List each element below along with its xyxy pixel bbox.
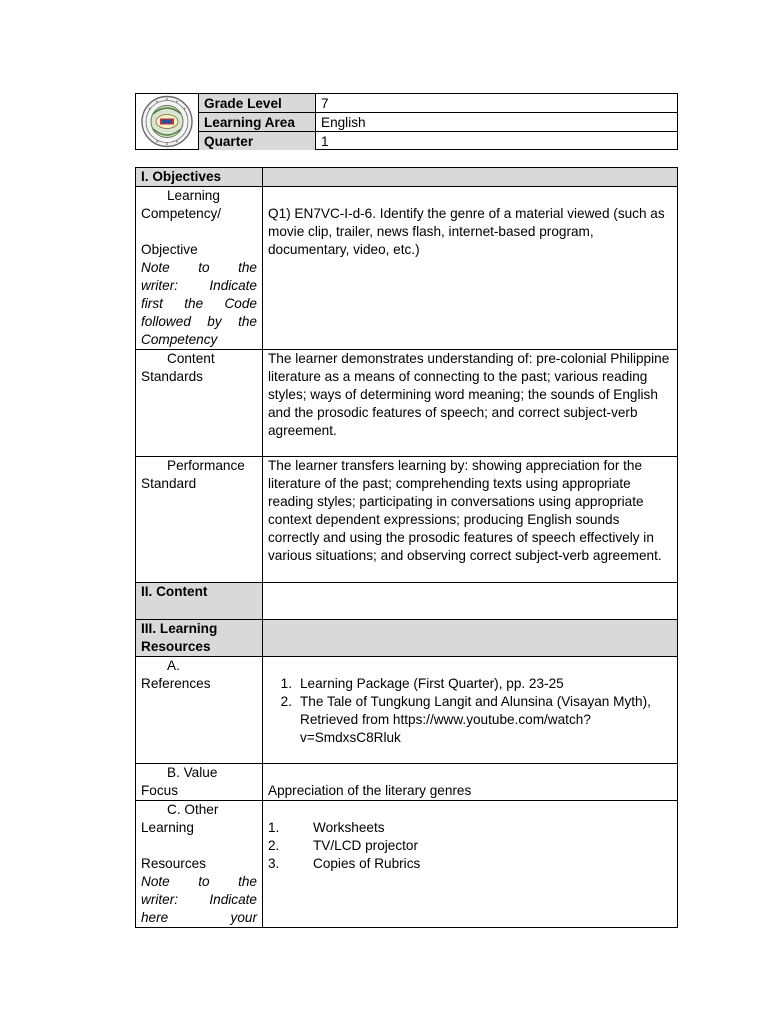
other-resources-label-line3: Resources: [141, 856, 206, 871]
references-label-cell: [136, 657, 263, 764]
other-resources-note-line1: Note to the: [141, 874, 257, 889]
competency-value-cell: [263, 187, 678, 350]
list-item: [268, 837, 672, 855]
performance-standard-row: [136, 457, 678, 583]
list-item-number: 2.: [280, 694, 292, 709]
value-focus-row: [136, 764, 678, 801]
quarter-row: [199, 132, 677, 151]
references-list: [268, 675, 672, 747]
list-item-text: TV/LCD projector: [313, 838, 419, 853]
other-resources-label-line2: Learning: [141, 820, 194, 835]
content-standards-value: The learner demonstrates understanding of: pre-colonial Philippine literature as a means of connecting to the past; various reading styles; ways of determining word meaning; the sounds of English and the prosodic features of speech; and correct subject-verb agreement.: [263, 350, 678, 457]
list-item-text: Copies of Rubrics: [313, 856, 421, 871]
content-standards-label-line1: Content: [167, 351, 215, 366]
other-resources-note-line3: here your: [141, 910, 257, 925]
list-item-number: 2.: [268, 838, 280, 853]
performance-standard-label-cell: [136, 457, 263, 583]
value-focus-label-line1: B. Value: [167, 765, 218, 780]
learning-area-row: [199, 113, 677, 132]
value-focus-label-line2: Focus: [141, 783, 179, 798]
performance-standard-value: The learner transfers learning by: showing appreciation for the literature of the past; comprehending texts using appropriate reading styles; participating in conversations using appropriate context dependent expressions; producing English sounds correctly and using the prosodic features of speech effectively in various situations; and observing correct subject-verb agreement.: [263, 457, 678, 583]
list-item-text: The Tale of Tungkung Langit and Alunsina (Visayan Myth), Retrieved from https://www.youtube.com/watch?v=SmdxsC8Rluk: [300, 694, 651, 745]
value-focus-value: Appreciation of the literary genres: [268, 783, 472, 798]
grade-level-label: Grade Level: [199, 94, 316, 113]
competency-label-line1: Learning: [167, 188, 220, 203]
other-resources-label-line1: C. Other: [167, 802, 219, 817]
content-standards-label-cell: [136, 350, 263, 457]
resources-section-row: [136, 620, 678, 657]
references-value-cell: [263, 657, 678, 764]
content-section-row: [136, 583, 678, 620]
deped-seal-icon: [136, 94, 198, 149]
learning-area-value: English: [316, 113, 678, 132]
list-item-number: 1.: [280, 676, 292, 691]
resources-heading-blank: [263, 620, 678, 657]
list-item-number: 3.: [268, 856, 280, 871]
list-item-number: 1.: [268, 820, 280, 835]
competency-note-line4: followed by the: [141, 314, 257, 329]
value-focus-value-cell: [263, 764, 678, 801]
learning-area-label: Learning Area: [199, 113, 316, 132]
quarter-value: 1: [316, 132, 678, 151]
resources-heading-cell: [136, 620, 263, 657]
content-standards-row: [136, 350, 678, 457]
logo-cell: [136, 94, 199, 149]
other-resources-list: [268, 819, 672, 873]
objectives-heading-blank: [263, 168, 678, 187]
resources-heading-line2: Resources: [141, 639, 211, 654]
other-resources-value-cell: [263, 801, 678, 928]
other-resources-note-line2: writer: Indicate: [141, 892, 257, 907]
list-item: [268, 675, 672, 693]
competency-note-line2: writer: Indicate: [141, 278, 257, 293]
quarter-label: Quarter: [199, 132, 316, 151]
competency-value: Q1) EN7VC-I-d-6. Identify the genre of a material viewed (such as movie clip, trailer, news flash, internet-based program, documentary, video, etc.): [268, 206, 665, 257]
objectives-section-row: [136, 168, 678, 187]
other-resources-label-cell: [136, 801, 263, 928]
performance-standard-label-line1: Performance: [167, 458, 245, 473]
list-item: [268, 819, 672, 837]
list-item-text: Worksheets: [313, 820, 385, 835]
list-item: [268, 855, 672, 873]
objectives-heading: I. Objectives: [136, 168, 263, 187]
lesson-plan-table: [135, 167, 678, 928]
references-row: [136, 657, 678, 764]
competency-note-line1: Note to the: [141, 260, 257, 275]
competency-note-line3: first the Code: [141, 296, 257, 311]
resources-heading-line1: III. Learning: [141, 621, 218, 636]
content-standards-label-line2: Standards: [141, 369, 203, 384]
grade-level-value: 7: [316, 94, 678, 113]
competency-label-line3: Objective: [141, 242, 198, 257]
header-block: [135, 93, 678, 150]
other-resources-row: [136, 801, 678, 928]
references-label-line1: A.: [167, 658, 180, 673]
competency-row: [136, 187, 678, 350]
list-item: [268, 693, 672, 747]
list-item-text: Learning Package (First Quarter), pp. 23-25: [300, 676, 564, 691]
competency-note-line5: Competency: [141, 332, 218, 347]
competency-label-line2: Competency/: [141, 206, 222, 221]
performance-standard-label-line2: Standard: [141, 476, 197, 491]
references-label-line2: References: [141, 676, 211, 691]
header-info-table: [199, 94, 677, 150]
content-heading: II. Content: [136, 583, 263, 620]
grade-level-row: [199, 94, 677, 113]
value-focus-label-cell: [136, 764, 263, 801]
competency-label-cell: [136, 187, 263, 350]
content-value-blank: [263, 583, 678, 620]
